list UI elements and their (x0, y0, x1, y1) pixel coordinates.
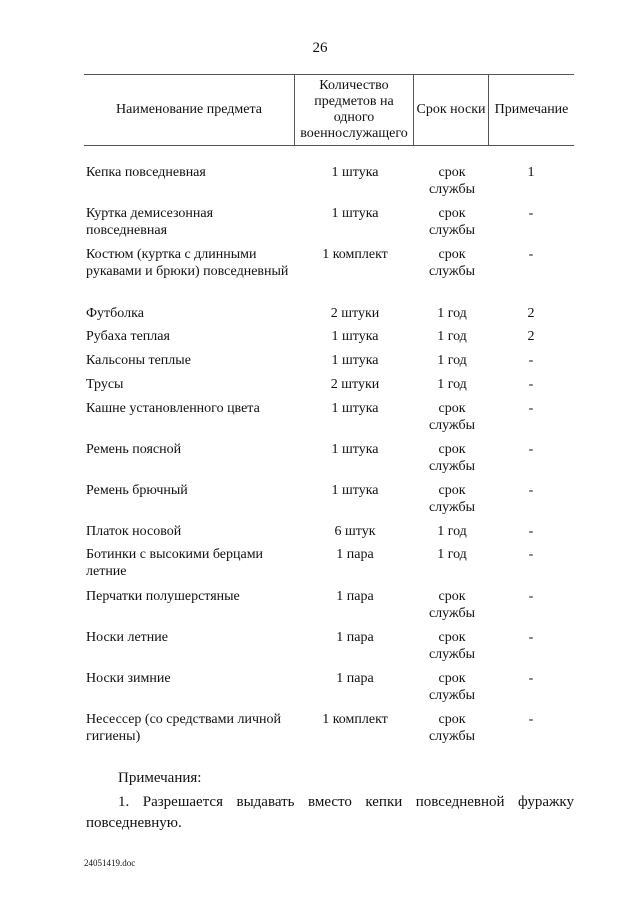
row-note: - (528, 206, 534, 221)
row-term: 1 год (437, 329, 467, 344)
row-note: - (528, 483, 534, 498)
row-term: срок службы (428, 165, 476, 197)
row-note: - (528, 630, 534, 645)
row-term: срок службы (428, 630, 476, 662)
row-name: Кепка повседневная (86, 165, 206, 180)
row-note: 2 (527, 306, 535, 321)
row-name: Ремень поясной (86, 442, 182, 457)
row-name: Носки зимние (86, 671, 171, 686)
note-item: 1. Разрешается выдавать вместо кепки повседневной фуражку повседневную. (86, 794, 574, 831)
row-quantity: 1 штука (331, 442, 379, 457)
row-term: 1 год (437, 547, 467, 562)
row-quantity: 1 комплект (322, 247, 388, 262)
row-name: Перчатки полушерстяные (86, 589, 240, 604)
row-note: - (528, 589, 534, 604)
row-term: срок службы (428, 712, 476, 744)
row-note: - (528, 353, 534, 368)
row-quantity: 1 штука (331, 401, 379, 416)
row-term: срок службы (428, 442, 476, 474)
row-note: - (528, 442, 534, 457)
row-quantity: 1 штука (331, 206, 379, 221)
row-quantity: 1 комплект (322, 712, 388, 727)
row-name: Костюм (куртка с длинными рукавами и брюки) повседневный (86, 247, 289, 279)
row-quantity: 1 пара (336, 630, 374, 645)
row-quantity: 2 штуки (330, 377, 380, 392)
row-name: Кашне установленного цвета (86, 401, 260, 416)
page-number: 26 (312, 40, 328, 56)
row-quantity: 6 штук (334, 524, 376, 539)
row-note: - (528, 547, 534, 562)
row-term: срок службы (428, 483, 476, 515)
row-quantity: 2 штуки (330, 306, 380, 321)
row-term: срок службы (428, 589, 476, 621)
row-name: Рубаха теплая (86, 329, 170, 344)
header-term: Срок носки (416, 101, 486, 117)
row-name: Носки летние (86, 630, 168, 645)
row-term: срок службы (428, 247, 476, 279)
row-term: срок службы (428, 401, 476, 433)
row-note: 2 (527, 329, 535, 344)
row-note: - (528, 247, 534, 262)
row-name: Ботинки с высокими берцами летние (86, 547, 264, 579)
row-term: 1 год (437, 377, 467, 392)
row-quantity: 1 штука (331, 165, 379, 180)
footer-filename: 24051419.doc (84, 858, 136, 868)
row-note: - (528, 712, 534, 727)
row-name: Платок носовой (86, 524, 182, 539)
header-quantity: Количество предметов на одного военнослужащего (300, 77, 408, 141)
row-term: срок службы (428, 206, 476, 238)
row-quantity: 1 пара (336, 547, 374, 562)
row-quantity: 1 штука (331, 483, 379, 498)
row-note: - (528, 401, 534, 416)
row-name: Куртка демисезонная повседневная (86, 206, 214, 238)
row-note: - (528, 524, 534, 539)
row-term: 1 год (437, 524, 467, 539)
header-name: Наименование предмета (116, 101, 262, 117)
row-term: 1 год (437, 353, 467, 368)
row-quantity: 1 пара (336, 671, 374, 686)
row-term: срок службы (428, 671, 476, 703)
row-term: 1 год (437, 306, 467, 321)
row-name: Ремень брючный (86, 483, 188, 498)
notes-title: Примечания: (118, 770, 202, 786)
header-note: Примечание (494, 101, 569, 117)
row-quantity: 1 пара (336, 589, 374, 604)
row-note: - (528, 377, 534, 392)
row-name: Кальсоны теплые (86, 353, 191, 368)
row-name: Трусы (86, 377, 124, 392)
row-note: 1 (527, 165, 535, 180)
row-name: Несессер (со средствами личной гигиены) (86, 712, 282, 744)
row-quantity: 1 штука (331, 329, 379, 344)
row-note: - (528, 671, 534, 686)
row-quantity: 1 штука (331, 353, 379, 368)
row-name: Футболка (86, 306, 144, 321)
